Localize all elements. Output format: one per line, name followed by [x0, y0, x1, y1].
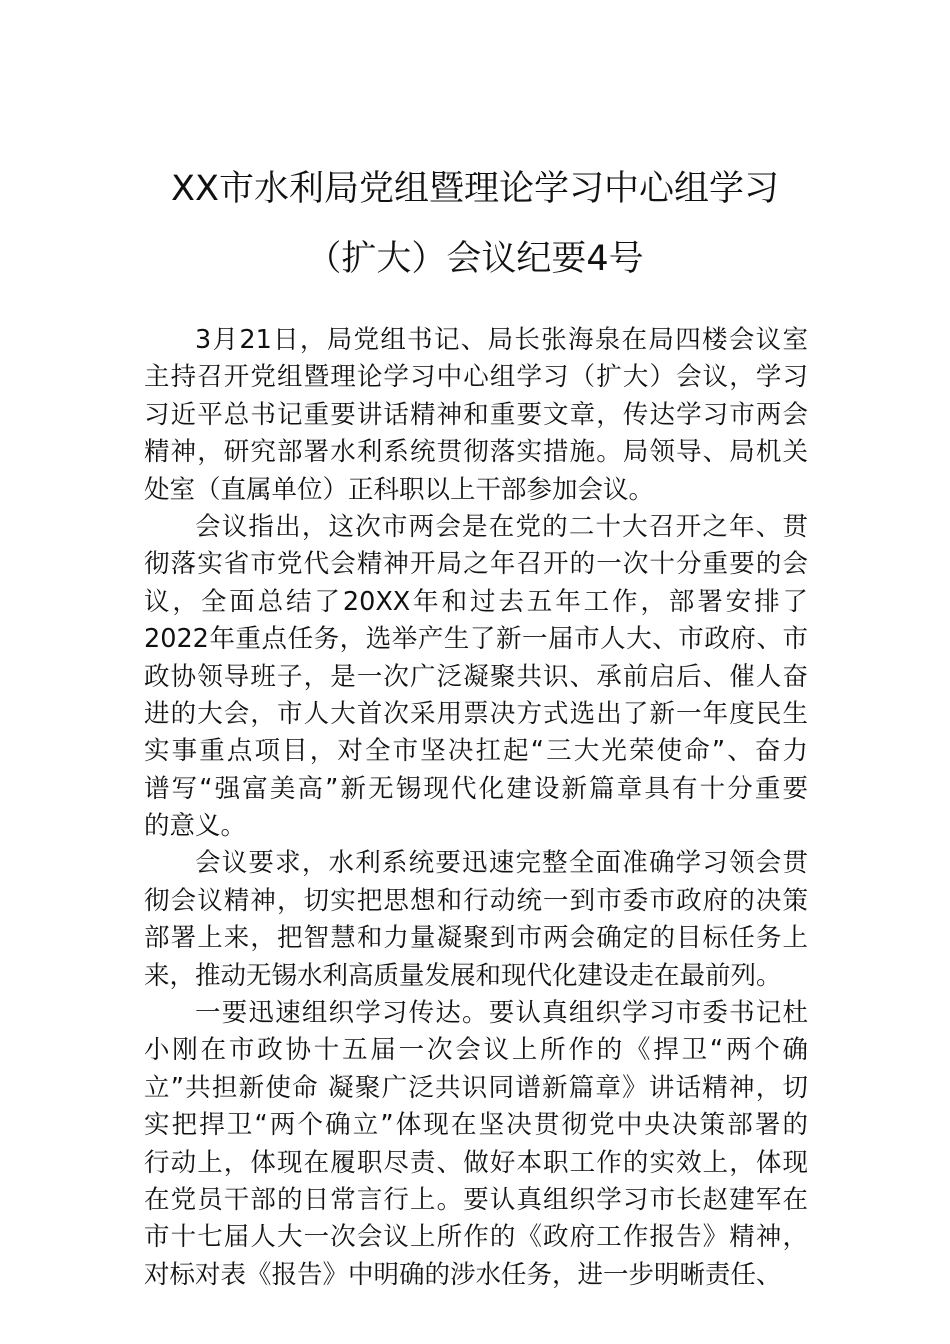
paragraph	[144, 995, 808, 1294]
paragraph-line: 精神，研究部署水利系统贯彻落实措施。局领导、局机关	[144, 437, 808, 468]
paragraph-line: 部署上来，把智慧和力量凝聚到市两会确定的目标任务上	[144, 923, 808, 954]
paragraph-line: 一要迅速组织学习传达。要认真组织学习市委书记杜	[195, 998, 808, 1029]
paragraph-line: 小刚在市政协十五届一次会议上所作的《捍卫“两个确	[144, 1035, 808, 1066]
document-body	[144, 322, 808, 1294]
paragraph-line: 彻会议精神，切实把思想和行动统一到市委市政府的决策	[144, 885, 808, 916]
paragraph-line: 习近平总书记重要讲话精神和重要文章，传达学习市两会	[144, 399, 808, 430]
document-title-line-2: （扩大）会议纪要4号	[306, 239, 644, 279]
paragraph-line: 在党员干部的日常言行上。要认真组织学习市长赵建军在	[144, 1184, 808, 1215]
paragraph-line: 3月21日，局党组书记、局长张海泉在局四楼会议室	[195, 325, 808, 355]
paragraph-line: 市十七届人大一次会议上所作的《政府工作报告》精神，	[144, 1222, 808, 1253]
paragraph-line: 的意义。	[144, 811, 247, 842]
paragraph-line: 对标对表《报告》中明确的涉水任务，进一步明晰责任、	[144, 1259, 782, 1290]
paragraph-line: 来，推动无锡水利高质量发展和现代化建设走在最前列。	[144, 960, 782, 991]
paragraph-line: 彻落实省市党代会精神开局之年召开的一次十分重要的会	[144, 549, 808, 580]
paragraph-line: 处室（直属单位）正科职以上干部参加会议。	[144, 474, 655, 505]
paragraph	[144, 509, 808, 846]
paragraph-line: 实把捍卫“两个确立”体现在坚决贯彻党中央决策部署的	[144, 1110, 808, 1141]
paragraph-line: 2022年重点任务，选举产生了新一届市人大、市政府、市	[144, 624, 808, 655]
paragraph-line: 立”共担新使命 凝聚广泛共识同谱新篇章》讲话精神，切	[144, 1072, 808, 1103]
paragraph-line: 实事重点项目，对全市坚决扛起“三大光荣使命”、奋力	[144, 736, 808, 767]
paragraph	[144, 845, 808, 995]
paragraph-line: 政协领导班子，是一次广泛凝聚共识、承前启后、催人奋	[144, 661, 808, 692]
paragraph-line: 会议要求，水利系统要迅速完整全面准确学习领会贯	[195, 848, 808, 879]
paragraph-line: 议，全面总结了20XX年和过去五年工作，部署安排了	[144, 586, 808, 617]
paragraph-line: 进的大会，市人大首次采用票决方式选出了新一年度民生	[144, 698, 808, 729]
paragraph-line: 主持召开党组暨理论学习中心组学习（扩大）会议，学习	[144, 362, 808, 393]
paragraph-line: 行动上，体现在履职尽责、做好本职工作的实效上，体现	[144, 1147, 808, 1178]
paragraph-line: 谱写“强富美高”新无锡现代化建设新篇章具有十分重要	[144, 773, 808, 804]
document-title-line-1: XX市水利局党组暨理论学习中心组学习	[171, 169, 779, 209]
paragraph-line: 会议指出，这次市两会是在党的二十大召开之年、贯	[195, 511, 808, 542]
paragraph	[144, 322, 808, 509]
